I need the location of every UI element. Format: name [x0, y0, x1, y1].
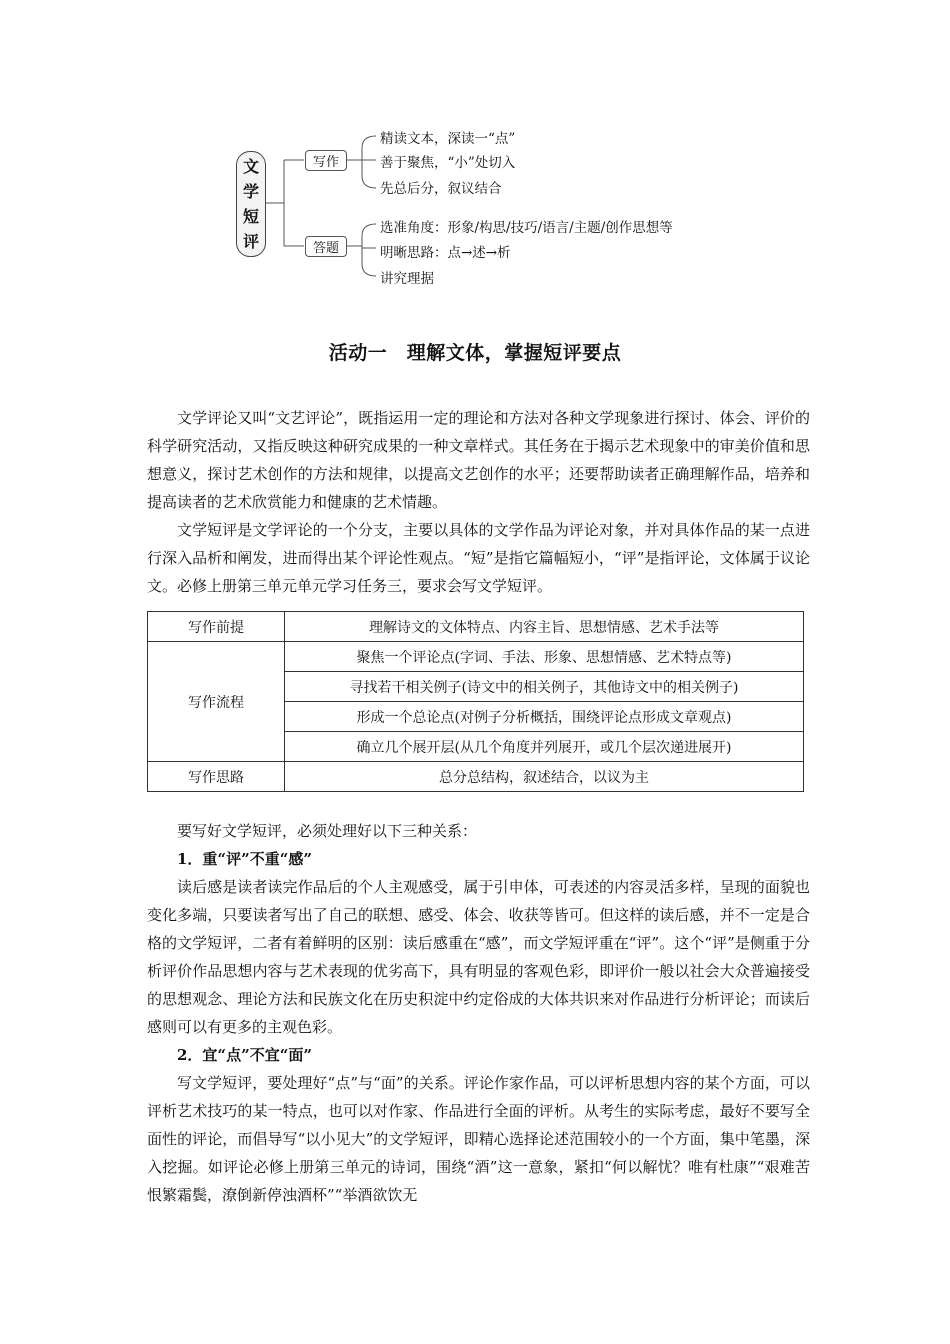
paragraph: 写文学短评，要处理好“点”与“面”的关系。评论作家作品，可以评析思想内容的某个方面，可以评析艺术技巧的某一特点，也可以对作家、作品进行全面的评析。从考生的实际考虑，最好不要写全面性的评论，而倡导写“以小见大”的文学短评，即精心选择论述范围较小的一个方面，集中笔墨，深入挖掘。如评论必修上册第三单元的诗词，围绕“酒”这一意象，紧扣“何以解忧？唯有杜康”“艰难苦恨繁霜鬓，潦倒新停浊酒杯”“举酒欲饮无: [147, 1074, 810, 1204]
root-char: 学: [242, 182, 259, 201]
mind-map-root: [236, 151, 266, 257]
table-cell: 理解诗文的文体特点、内容主旨、思想情感、艺术手法等: [285, 612, 804, 642]
paragraph: 文学短评是文学评论的一个分支，主要以具体的文学作品为评论对象，并对具体作品的某一点进行深入品析和阐发，进而得出某个评论性观点。“短”是指它篇幅短小，“评”是指评论，文体属于议论文。必修上册第三单元单元学习任务三，要求会写文学短评。: [147, 521, 810, 595]
subheading: 1．重“评”不重“感”: [177, 850, 312, 868]
table-cell: 写作流程: [148, 642, 285, 762]
writing-table: [147, 611, 804, 792]
body-text: [147, 817, 810, 1209]
branch-item: 先总后分，叙议结合: [380, 181, 502, 197]
table-cell: 聚焦一个评论点(字词、手法、形象、思想情感、艺术特点等): [285, 642, 804, 672]
table-row: [148, 642, 804, 672]
table-cell: 写作思路: [148, 762, 285, 792]
branch-item: 选准角度：形象/构思/技巧/语言/主题/创作思想等: [380, 220, 673, 236]
branch-item: 讲究理据: [380, 271, 434, 287]
root-char: 短: [242, 207, 259, 226]
paragraph: 文学评论又叫“文艺评论”，既指运用一定的理论和方法对各种文学现象进行探讨、体会、评价的科学研究活动，又指反映这种研究成果的一种文章样式。其任务在于揭示艺术现象中的审美价值和思想意义，探讨艺术创作的方法和规律，以提高文艺创作的水平；还要帮助读者正确理解作品，培养和提高读者的艺术欣赏能力和健康的艺术情趣。: [147, 409, 810, 511]
branch-item: 精读文本，深读一“点”: [380, 131, 516, 147]
mind-map: [228, 120, 748, 295]
table-row: [148, 762, 804, 792]
branch-answer: 答题: [305, 236, 347, 257]
table-cell: 形成一个总论点(对例子分析概括，围绕评论点形成文章观点): [285, 702, 804, 732]
table-cell: 写作前提: [148, 612, 285, 642]
paragraph: 读后感是读者读完作品后的个人主观感受，属于引申体，可表述的内容灵活多样，呈现的面貌也变化多端，只要读者写出了自己的联想、感受、体会、收获等皆可。但这样的读后感，并不一定是合格的文学短评，二者有着鲜明的区别：读后感重在“感”，而文学短评重在“评”。这个“评”是侧重于分析评价作品思想内容与艺术表现的优劣高下，具有明显的客观色彩，即评价一般以社会大众普遍接受的思想观念、理论方法和民族文化在历史积淀中约定俗成的大体共识来对作品进行分析评论；而读后感则可以有更多的主观色彩。: [147, 878, 810, 1036]
section-heading: 活动一 理解文体，掌握短评要点: [328, 342, 622, 364]
root-char: 文: [242, 157, 259, 176]
table-row: [148, 612, 804, 642]
paragraph: 要写好文学短评，必须处理好以下三种关系：: [177, 822, 478, 840]
branch-item: 善于聚焦，“小”处切入: [380, 155, 516, 171]
table-cell: 寻找若干相关例子(诗文中的相关例子，其他诗文中的相关例子): [285, 672, 804, 702]
table-cell: 确立几个展开层(从几个角度并列展开，或几个层次递进展开): [285, 732, 804, 762]
intro-text: [147, 404, 810, 600]
table-cell: 总分总结构，叙述结合，以议为主: [285, 762, 804, 792]
branch-writing: 写作: [305, 150, 347, 171]
root-char: 评: [242, 232, 259, 251]
branch-item: 明晰思路：点→述→析: [380, 245, 511, 261]
subheading: 2．宜“点”不宜“面”: [177, 1046, 312, 1064]
